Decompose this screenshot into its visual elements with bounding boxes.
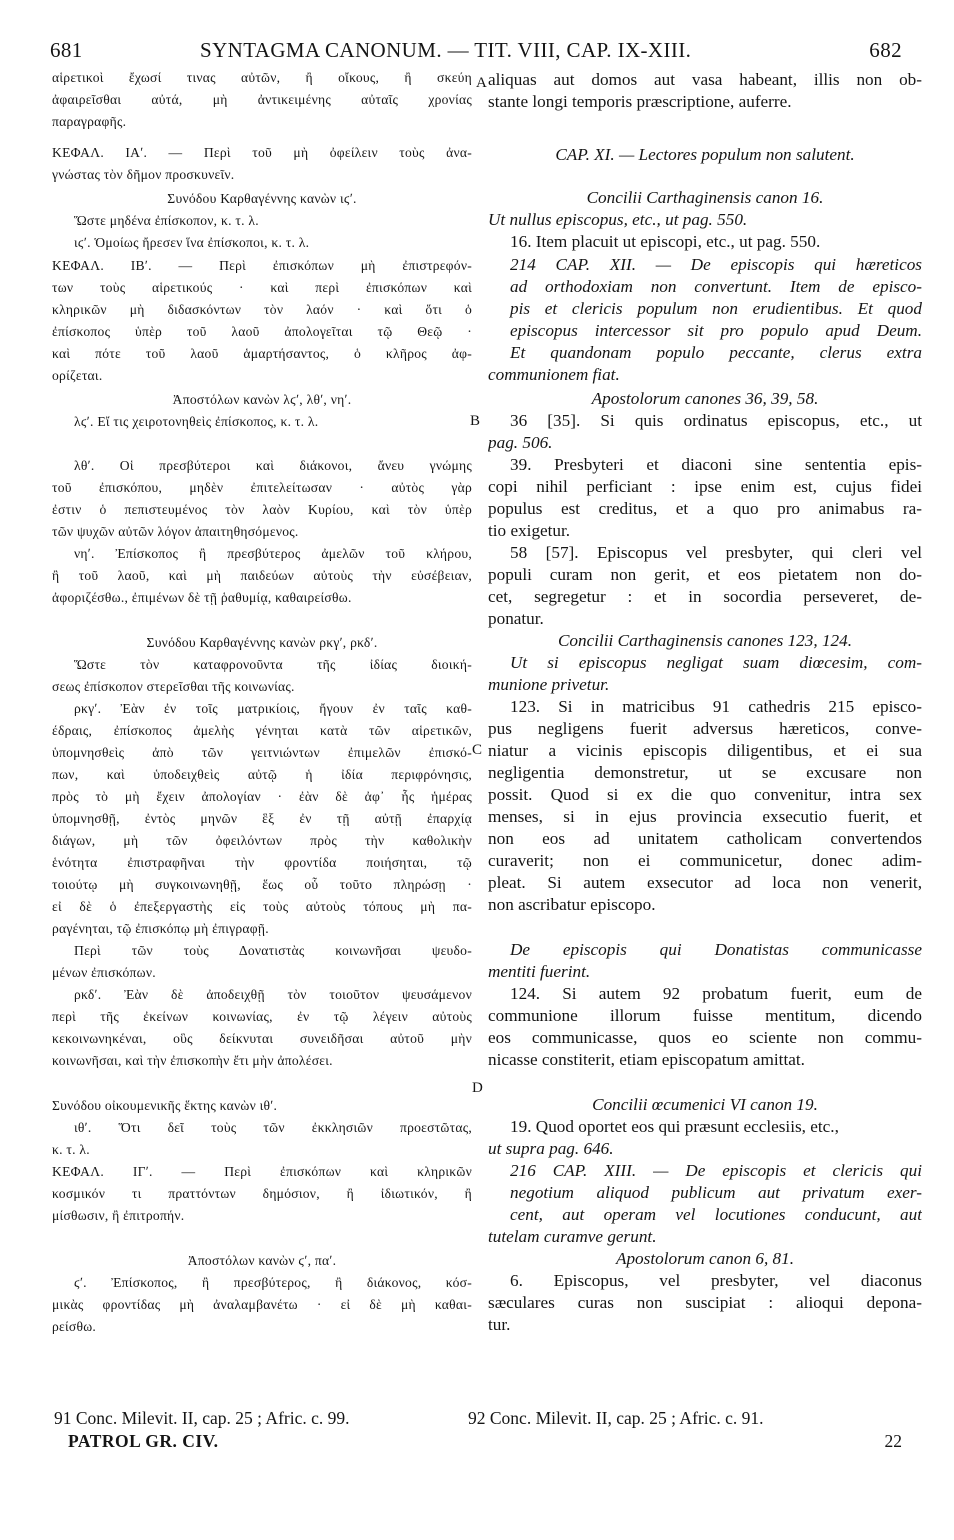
greek-column	[52, 70, 472, 1345]
greek-text-line: παραγραφῆς.	[52, 114, 127, 129]
greek-text-line: ἀφοριζέσθω., ἐπιμένων δὲ τῇ ῥαθυμίᾳ, καθαιρείσθω.	[52, 590, 352, 605]
latin-text-line: menses, si in ejus provincia exsecutio fuerit, et	[488, 807, 922, 826]
latin-column	[488, 70, 922, 1345]
latin-text-line: Concilii Carthaginensis canon 16.	[586, 188, 824, 207]
greek-text-line: ἑνότητα ἐπιστραφῆναι τὴν φροντίδα ποιήσηται, τῷ	[52, 855, 472, 870]
greek-text-line: κληρικῶν μὴ διδασκόντων τὸν λαόν · καὶ ὅτι ὁ	[52, 302, 472, 317]
greek-text-line: κεκοινωνηκέναι, οὓς δείκνυται συνειδῆσαι αὐτοῦ μὴν	[52, 1031, 472, 1046]
latin-text-line: cet, segregetur : et in socordia perseveret, de-	[488, 587, 922, 606]
latin-text-line: 36 [35]. Si quis ordinatus episcopus, etc., ut	[510, 411, 922, 430]
greek-text-line: γνώστας τὸν δῆμον προσκυνεῖν.	[52, 167, 235, 182]
greek-text-line: ἀφαιρεῖσθαι αὐτά, μὴ ἀντικειμένης αὐταῖς χρονίας	[52, 92, 472, 107]
running-title: SYNTAGMA CANONUM. — TIT. VIII, CAP. IX-XIII.	[200, 38, 692, 62]
greek-text-line: ἐστιν ὁ πεπιστευμένος τὸν λαὸν Κυρίου, καὶ τὸν ὑπὲρ	[52, 502, 472, 517]
latin-text-line: episcopus intercessor sit pro populo apud Deum.	[510, 321, 922, 340]
greek-text-line: περὶ τῆς ἐκείνων κοινωνίας, ἐν τῷ λέγειν αὐτοὺς	[52, 1009, 472, 1024]
greek-text-line: ἐπίσκοπος ὑπὲρ τοῦ λαοῦ ἀπολογεῖται τῷ Θεῷ ·	[52, 324, 472, 339]
greek-text-line: μικὰς φροντίδας μὴ ἀναλαμβανέτω · εἰ δὲ μὴ καθαι-	[52, 1297, 472, 1312]
latin-text-line: tutelam curamve gerunt.	[488, 1227, 657, 1246]
latin-text-line: Ut si episcopus negligat suam diœcesim, com-	[510, 653, 922, 672]
greek-text-line: Ἀποστόλων κανὼν λϛʹ, λθʹ, νηʹ.	[172, 392, 352, 407]
latin-text-line: niatur a vicinis episcopis diligentibus, et ei sua	[488, 741, 922, 760]
latin-text-line: 6. Episcopus, vel presbyter, vel diaconus	[510, 1271, 922, 1290]
latin-text-line: cent, aut operam vel locutiones conducunt, aut	[510, 1205, 922, 1224]
greek-text-line: ιϛʹ. Ὁμοίως ἤρεσεν ἵνα ἐπίσκοποι, κ. τ. λ.	[74, 235, 310, 250]
greek-text-line: Ἀποστόλων κανὼν ϛʹ, παʹ.	[187, 1253, 337, 1268]
greek-text-line: πων, καὶ ὑποδειχθεὶς αὐτῷ ἡ ἰδία περιφρόνησις,	[52, 767, 472, 782]
greek-text-line: κ. τ. λ.	[52, 1142, 90, 1157]
latin-text-line: pag. 506.	[488, 433, 553, 452]
greek-text-line: Συνόδου Καρθαγέννης κανὼν ρκγʹ, ρκδʹ.	[146, 635, 378, 650]
page-number-left: 681	[50, 38, 83, 62]
footnote-left: 91 Conc. Milevit. II, cap. 25 ; Afric. c. 99.	[54, 1408, 350, 1428]
greek-text-line: σεως ἐπίσκοπον στερεῖσθαι τῆς κοινωνίας.	[52, 679, 295, 694]
greek-text-line: ϛʹ. Ἐπίσκοπος, ἢ πρεσβύτερος, ἢ διάκονος, κόσ-	[74, 1275, 472, 1290]
greek-text-line: εἰ δὲ ὁ ἐπεξεργαστὴς εἰς τοὺς αὐτοὺς τόπους μὴ πα-	[52, 899, 472, 914]
latin-text-line: non ascribatur episcopo.	[488, 895, 656, 914]
greek-text-line: τοιούτῳ μὴ συγκοινωνηθῇ, ἕως οὗ τοῦτο πληρώσῃ ·	[52, 877, 472, 892]
latin-text-line: ponatur.	[488, 609, 544, 628]
page-number-right: 682	[869, 38, 902, 62]
footnote-right: 92 Conc. Milevit. II, cap. 25 ; Afric. c. 91.	[468, 1408, 764, 1428]
greek-text-line: ρκδʹ. Ἐὰν δὲ ἀποδειχθῇ τὸν τοιοῦτον ψευσάμενον	[74, 987, 472, 1002]
latin-text-line: aliquas aut domos aut vasa habeant, illis non ob-	[488, 70, 922, 89]
latin-text-line: Apostolorum canones 36, 39, 58.	[591, 389, 819, 408]
greek-text-line: τῶν ψυχῶν αὐτῶν λόγον ἀπαιτηθησόμενος.	[52, 524, 299, 539]
latin-text-line: possit. Quod si ex die quo convenitur, intra sex	[488, 785, 922, 804]
latin-text-line: Apostolorum canon 6, 81.	[615, 1249, 795, 1268]
latin-text-line: Concilii œcumenici VI canon 19.	[592, 1095, 818, 1114]
greek-text-line: νηʹ. Ἐπίσκοπος ἢ πρεσβύτερος ἀμελῶν τοῦ κλήρου,	[74, 546, 472, 561]
latin-text-line: 39. Presbyteri et diaconi sine sententia epis-	[510, 455, 922, 474]
latin-text-line: pus negligens fuerit adversus hæreticos, conve-	[488, 719, 922, 738]
latin-text-line: tur.	[488, 1315, 511, 1334]
latin-text-line: ad orthodoxiam non convertunt. Item de episco-	[510, 277, 922, 296]
greek-text-line: ὑπομνησθεὶς ἀπὸ τῶν γειτνιώντων ἐπιμελῶν ἐπισκό-	[52, 745, 472, 760]
latin-text-line: pleat. Si autem exsecutor ad loca non venerit,	[488, 873, 922, 892]
greek-text-line: κοινωνῆσαι, καὶ τὴν ἐπισκοπὴν ἔτι μὴν ἀπολέσει.	[52, 1053, 333, 1068]
latin-text-line: CAP. XI. — Lectores populum non salutent.	[555, 145, 855, 164]
latin-text-line: nicasse constiterit, etiam episcopatum amittat.	[488, 1050, 805, 1069]
latin-text-line: 19. Quod oportet eos qui præsunt ecclesiis, etc.,	[510, 1117, 839, 1136]
latin-text-line: munione privetur.	[488, 675, 610, 694]
greek-text-line: μένων ἐπισκόπων.	[52, 965, 156, 980]
greek-text-line: ΚΕΦΑΛ. ΙΒʹ. — Περὶ ἐπισκόπων μὴ ἐπιστρεφόν-	[52, 258, 472, 273]
greek-text-line: ορίζεται.	[52, 368, 103, 383]
greek-text-line: των τοὺς αἱρετικούς · καὶ περὶ ἐπισκόπων καὶ	[52, 280, 472, 295]
greek-text-line: κοσμικόν τι πραττόντων δημόσιον, ἢ ἰδιωτικόν, ἢ	[52, 1186, 472, 1201]
latin-text-line: copi nihil perficiant : ipse enim est, cujus fidei	[488, 477, 922, 496]
latin-text-line: Ut nullus episcopus, etc., ut pag. 550.	[488, 210, 748, 229]
latin-text-line: 124. Si autem 92 probatum fuerit, eum de	[510, 984, 922, 1003]
latin-text-line: pis et clericis populum non erudientibus. Et quod	[510, 299, 922, 318]
greek-text-line: ρείσθω.	[52, 1319, 97, 1334]
greek-text-line: Ὥστε μηδένα ἐπίσκοπον, κ. τ. λ.	[74, 213, 259, 228]
latin-text-line: sæculares curas non suscipiat : alioqui depona-	[488, 1293, 922, 1312]
latin-text-line: 123. Si in matricibus 91 cathedris 215 episco-	[510, 697, 922, 716]
greek-text-line: ὑπομνησθῇ, ἐντὸς μηνῶν ἓξ ἐν τῇ αὐτῇ ἐπαρχίᾳ	[52, 811, 472, 826]
margin-letter-c: C	[472, 742, 483, 758]
latin-text-line: communionem fiat.	[488, 365, 620, 384]
greek-text-line: ΚΕΦΑΛ. ΙΑʹ. — Περὶ τοῦ μὴ ὀφείλειν τοὺς ἀνα-	[52, 145, 472, 160]
latin-text-line: negligentia demonstretur, ut se excusare non	[488, 763, 922, 782]
greek-text-line: διάγων, μὴ τῶν ὀφειλόντων πρὸς τὴν καθολικὴν	[52, 833, 472, 848]
greek-text-line: λϛʹ. Εἴ τις χειροτονηθεὶς ἐπίσκοπος, κ. τ. λ.	[74, 414, 319, 429]
latin-text-line: populi curam non gerit, et eos pietatem non do-	[488, 565, 922, 584]
latin-text-line: stante longi temporis præscriptione, auferre.	[488, 92, 792, 111]
latin-text-line: eos communicasse, quos eo sciente non commu-	[488, 1028, 922, 1047]
greek-text-line: ρκγʹ. Ἐὰν ἐν τοῖς ματρικίοις, ἤγουν ἐν ταῖς καθ-	[74, 701, 472, 716]
latin-text-line: ut supra pag. 646.	[488, 1139, 614, 1158]
latin-text-line: communione illorum fuisse mentitum, dicendo	[488, 1006, 922, 1025]
latin-text-line: curaverit; non ei communicetur, donec adim-	[488, 851, 922, 870]
signature-mark: PATROL GR. CIV.	[68, 1431, 219, 1451]
greek-text-line: Συνόδου Καρθαγέννης κανὼν ιϛʹ.	[167, 191, 357, 206]
greek-text-line: πρὸς τὸ μὴ ἔχειν ἀπολογίαν · ἐὰν δὲ ἀφ᾽ ἧς ἡμέρας	[52, 789, 472, 804]
greek-text-line: Ὥστε τὸν καταφρονοῦντα τῆς ἰδίας διοική-	[74, 657, 472, 672]
latin-text-line: non eos ad unitatem catholicam convertendos	[488, 829, 922, 848]
margin-letter-b: B	[470, 413, 481, 429]
greek-text-line: ΚΕΦΑΛ. ΙΓʹ. — Περὶ ἐπισκόπων καὶ κληρικῶν	[52, 1164, 472, 1179]
latin-text-line: 216 CAP. XIII. — De episcopis et clericis qui	[510, 1161, 922, 1180]
latin-text-line: Et quandonam populo peccante, clerus extra	[510, 343, 922, 362]
greek-text-line: καὶ πότε τοῦ λαοῦ ἁμαρτήσαντος, ὁ κλῆρος ἀφ-	[52, 346, 472, 361]
greek-text-line: Συνόδου οἰκουμενικῆς ἕκτης κανὼν ιθʹ.	[52, 1098, 278, 1113]
margin-letter-a: A	[476, 75, 487, 91]
latin-text-line: populus est creditus, et a quo pro animabus ra-	[488, 499, 922, 518]
latin-text-line: 16. Item placuit ut episcopi, etc., ut pag. 550.	[510, 232, 821, 251]
greek-text-line: ἢ τοῦ λαοῦ, καὶ μὴ παιδεύων αὐτοὺς τὴν εὐσέβειαν,	[52, 568, 472, 583]
greek-text-line: λθʹ. Οἱ πρεσβύτεροι καὶ διάκονοι, ἄνευ γνώμης	[74, 458, 472, 473]
latin-text-line: Concilii Carthaginensis canones 123, 124.	[557, 631, 853, 650]
greek-text-line: ραγένηται, τῷ ἐπισκόπῳ μὴ ἐπιγραφῇ.	[52, 921, 269, 936]
margin-letter-d: D	[472, 1080, 483, 1096]
latin-text-line: 58 [57]. Episcopus vel presbyter, qui cleri vel	[510, 543, 922, 562]
latin-text-line: negotium aliquod publicum aut privatum exer-	[510, 1183, 922, 1202]
greek-text-line: Περὶ τῶν τοὺς Δονατιστὰς κοινωνῆσαι ψευδο-	[74, 943, 472, 958]
greek-text-line: μίσθωσιν, ἢ ἐπιτροπήν.	[52, 1208, 185, 1223]
latin-text-line: 214 CAP. XII. — De episcopis qui hæreticos	[510, 255, 922, 274]
signature-number: 22	[884, 1431, 902, 1451]
latin-text-line: mentiti fuerint.	[488, 962, 591, 981]
greek-text-line: έδραις, ἐπίσκοπος ἀμελὴς γένηται κατὰ τῶν αἱρετικῶν,	[52, 723, 472, 738]
latin-text-line: De episcopis qui Donatistas communicasse	[510, 940, 922, 959]
greek-text-line: ιθʹ. Ὅτι δεῖ τοὺς τῶν ἐκκλησιῶν προεστῶτας,	[74, 1120, 472, 1135]
greek-text-line: τοῦ ἐπισκόπου, μηδὲν ἐπιτελείτωσαν · αὐτὸς γὰρ	[52, 480, 472, 495]
latin-text-line: tio exigetur.	[488, 521, 571, 540]
running-header	[50, 38, 902, 64]
greek-text-line: αἱρετικοὶ ἔχωσί τινας αὐτῶν, ἢ οἴκους, ἢ σκεύη	[52, 70, 472, 85]
